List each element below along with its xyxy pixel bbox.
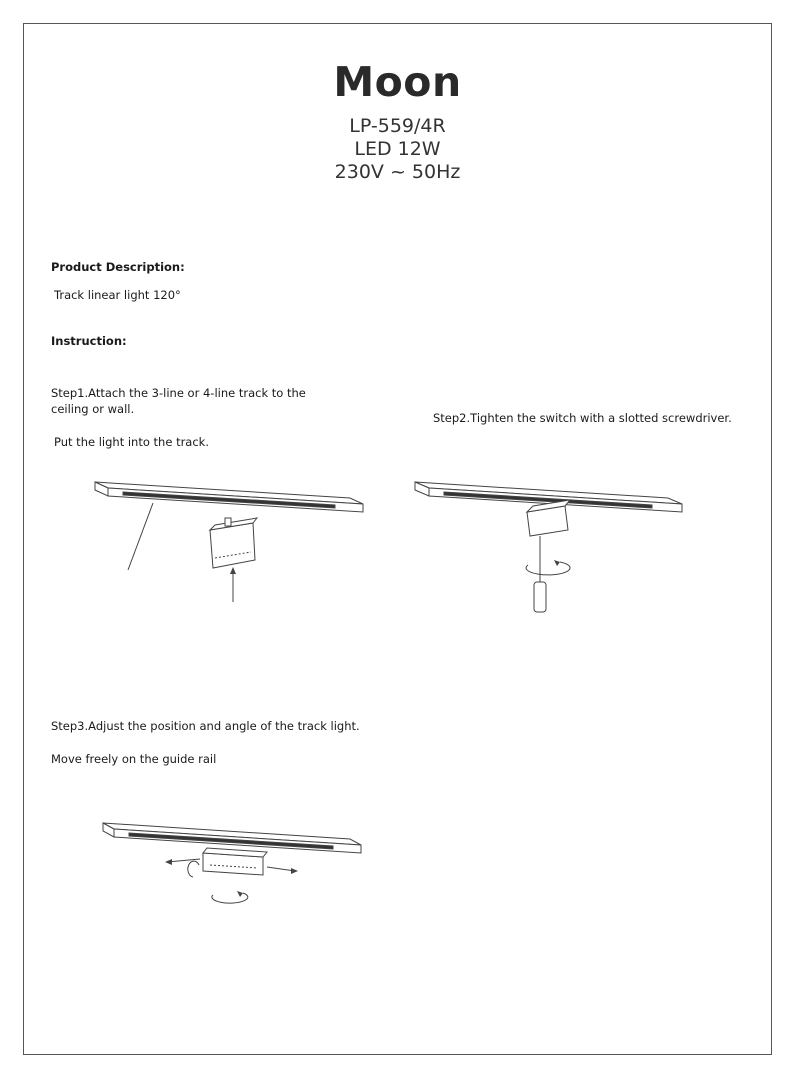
step3-note: Move freely on the guide rail (51, 752, 217, 766)
step1-line1: Step1.Attach the 3-line or 4-line track to the (51, 386, 306, 400)
voltage-rating: 230V ~ 50Hz (334, 161, 461, 183)
model-number: LP-559/4R (349, 115, 446, 137)
step1-note: Put the light into the track. (54, 435, 209, 449)
step2-text: Step2.Tighten the switch with a slotted screwdriver. (433, 411, 732, 425)
description-heading: Product Description: (51, 260, 185, 274)
power-rating: LED 12W (354, 138, 441, 160)
step3-text: Step3.Adjust the position and angle of the track light. (51, 719, 360, 733)
step3-illustration (95, 815, 375, 920)
description-text: Track linear light 120° (54, 288, 181, 302)
step1-line2: ceiling or wall. (51, 402, 135, 416)
instruction-heading: Instruction: (51, 334, 127, 348)
step1-illustration (85, 470, 375, 620)
step2-illustration (410, 470, 690, 620)
product-title: Moon (333, 58, 462, 106)
